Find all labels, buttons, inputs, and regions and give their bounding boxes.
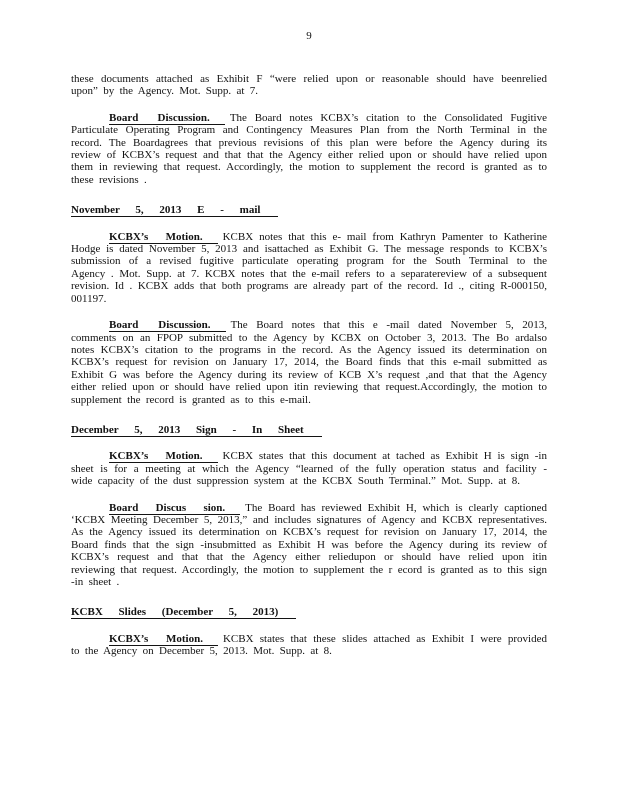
section-heading bbox=[71, 606, 547, 618]
paragraph-lead: KCBX’s Motion. bbox=[109, 450, 218, 463]
paragraph-text: KCBX states that these slides attached as Exhibit I were provided to the Agency on December 5, 2013. Mot. Supp. at 8. bbox=[71, 632, 547, 658]
paragraph-lead: Board Discus sion. bbox=[109, 502, 240, 515]
paragraph bbox=[71, 633, 547, 658]
section-heading bbox=[71, 204, 547, 216]
paragraph-text: The Board notes KCBX’s citation to the Consolidated Fugitive Particulate Operating Program and Contingency Measures Plan from the North Terminal in the record. The Boardagrees that previous revisions of this plan were before the Agency during its review of KCBX’s request and that that the Agency either relied upon or should have relied upon them in reviewing that request. Accordingly, the motion to supplement the record is granted as to these revisions . bbox=[71, 111, 548, 186]
paragraph-lead: Board Discussion. bbox=[109, 112, 225, 125]
page-number: 9 bbox=[306, 30, 312, 42]
paragraph bbox=[71, 319, 547, 406]
section-heading bbox=[71, 424, 547, 436]
section-heading-text: November 5, 2013 E - mail bbox=[71, 204, 278, 217]
paragraph bbox=[71, 112, 547, 186]
paragraph-text: The Board notes that this e -mail dated November 5, 2013, comments on an FPOP submitted to the Agency by KCBX on October 3, 2013. The Bo ardalso notes KCBX’s citation to the programs in the record. As the Agency issued its determination on KCBX’s request for revision on January 17, 2014, the Board finds that this e-mail submitted as Exhibit G was before the Agency during its review of KCB X’s request ,and that that the Agency either relied upon or should have relied upon itin reviewing that request.Accordingly, the motion to supplement the record is granted as to this e-mail. bbox=[71, 319, 548, 406]
paragraph-text: The Board has reviewed Exhibit H, which is clearly captioned ‘KCBX Meeting December 5, 2013,” and includes signatures of Agency and KCBX representatives. As the Agency issued its determination on KCBX’s request for revision on January 17, 2014, the Board finds that the sign -insubmitted as Exhibit H was before the Agency during its review of KCBX’s request and that that the Agency either reliedupon or should have relied upon itin reviewing that request. Accordingly, the motion to supplement the r ecord is granted as to this sign -in sheet . bbox=[71, 501, 548, 588]
paragraph-lead: Board Discussion. bbox=[109, 319, 226, 332]
section-heading-text: December 5, 2013 Sign - In Sheet bbox=[71, 424, 322, 437]
paragraph bbox=[71, 231, 547, 305]
section-heading-text: KCBX Slides (December 5, 2013) bbox=[71, 606, 296, 619]
paragraph bbox=[71, 450, 547, 487]
paragraph-lead: KCBX’s Motion. bbox=[109, 231, 218, 244]
paragraph-lead: KCBX’s Motion. bbox=[109, 633, 218, 646]
paragraph bbox=[71, 502, 547, 589]
paragraph-text: KCBX states that this document at tached as Exhibit H is sign -in sheet is for a meeting at which the Agency “learned of the fully operation status and facility - wide capacity of the dust suppression system at the KCBX South Terminal.” Mot. Supp. at 8. bbox=[71, 450, 547, 488]
paragraph-text: KCBX notes that this e- mail from Kathryn Pamenter to Katherine Hodge is dated November 5, 2013 and isattached as Exhibit G. The message responds to KCBX’s submission of a revised fugitive particulate operating program for the South Terminal to the Agency . Mot. Supp. at 7. KCBX notes that the e-mail refers to a separatereview of a subsequent revision. Id . KCBX adds that both programs are already part of the record. Id ., citing R-000150, 001197. bbox=[71, 230, 547, 305]
paragraph-text: these documents attached as Exhibit F “were relied upon or reasonable should have beenrelied upon” by the Agency. Mot. Supp. at 7. bbox=[71, 73, 547, 98]
paragraph bbox=[71, 73, 547, 98]
